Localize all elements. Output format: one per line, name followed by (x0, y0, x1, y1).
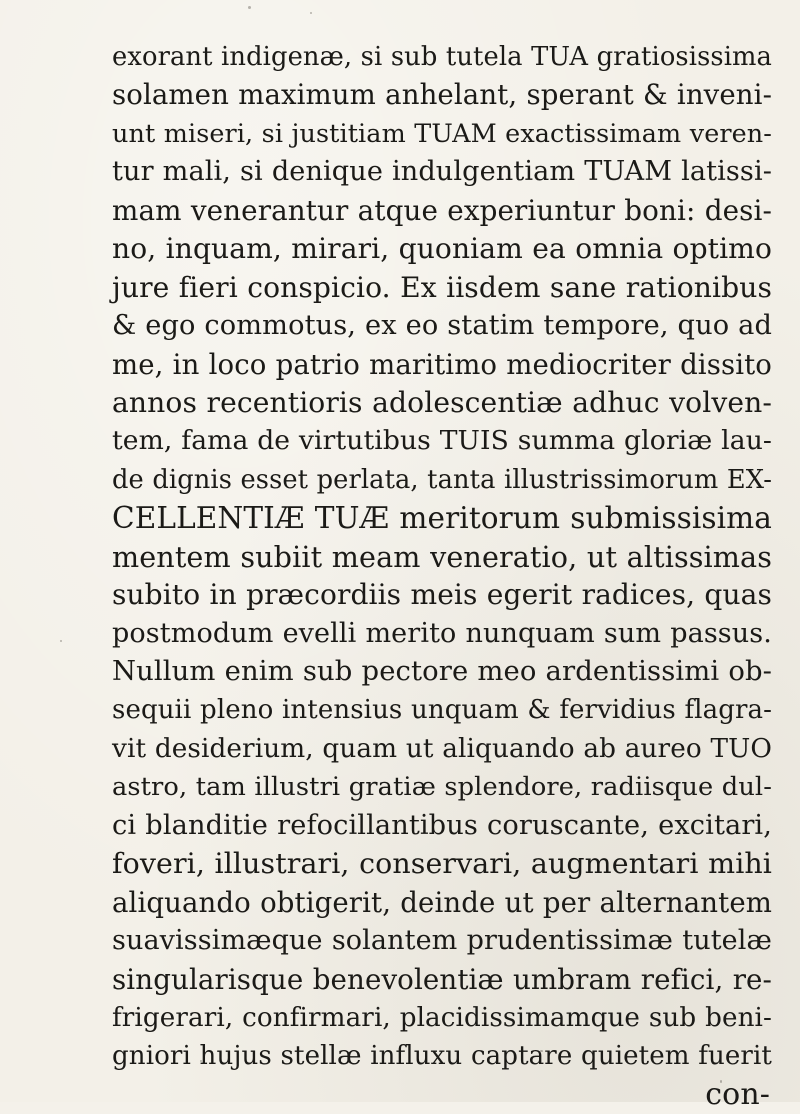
text-line: singularisque benevolentiæ umbram refici, re- (112, 962, 772, 996)
text-line: me, in loco patrio maritimo mediocriter dissito (112, 347, 772, 381)
text-line: vit desiderium, quam ut aliquando ab aureo TUO (112, 733, 772, 764)
text-line: annos recentioris adolescentiæ adhuc volven- (112, 385, 772, 419)
text-line: tur mali, si denique indulgentiam TUAM latissi- (112, 156, 772, 188)
latin-text-block (112, 38, 772, 1114)
paper-speck (720, 1080, 722, 1083)
text-line: CELLENTIÆ TUÆ meritorum submissisima (112, 501, 772, 536)
text-line: ci blanditie refocillantibus coruscante, excitari, (112, 809, 772, 841)
text-line: de dignis esset perlata, tanta illustrissimorum EX- (112, 464, 772, 495)
text-line: Nullum enim sub pectore meo ardentissimi ob- (112, 656, 772, 687)
text-line: solamen maximum anhelant, sperant & inveni- (112, 78, 772, 112)
text-line: jure fieri conspicio. Ex iisdem sane rationibus (112, 270, 772, 304)
text-line: suavissimæque solantem prudentissimæ tutelæ (112, 925, 772, 957)
catchword: con- (705, 1076, 770, 1112)
paper-speck (200, 1060, 202, 1062)
text-line: postmodum evelli merito nunquam sum passus. (112, 617, 772, 649)
text-line: subito in præcordiis meis egerit radices, quas (112, 578, 772, 612)
text-line: astro, tam illustri gratiæ splendore, radiisque dul- (112, 772, 772, 803)
text-line: unt miseri, si justitiam TUAM exactissimam veren- (112, 118, 772, 149)
paper-speck (60, 640, 62, 642)
text-line: mentem subiit meam veneratio, ut altissimas (112, 539, 772, 574)
text-line: sequii pleno intensius unquam & fervidius flagra- (112, 695, 772, 726)
text-line: frigerari, confirmari, placidissimamque sub beni- (112, 1002, 772, 1033)
text-line: aliquando obtigerit, deinde ut per alternantem (112, 885, 772, 919)
text-line: exorant indigenæ, si sub tutela TUA gratiosissima (112, 42, 772, 72)
text-line: no, inquam, mirari, quoniam ea omnia optimo (112, 232, 772, 266)
paper-speck (248, 6, 251, 9)
text-line: & ego commotus, ex eo statim tempore, quo ad (112, 310, 772, 342)
text-line: foveri, illustrari, conservari, augmentari mihi (112, 847, 772, 881)
paper-speck (540, 1050, 543, 1052)
text-line: gniori hujus stellæ influxu captare quietem fuerit (112, 1041, 772, 1072)
text-line: mam venerantur atque experiuntur boni: desi- (112, 193, 772, 227)
paper-speck (310, 12, 312, 14)
text-line: tem, fama de virtutibus TUIS summa gloriæ lau- (112, 425, 772, 457)
